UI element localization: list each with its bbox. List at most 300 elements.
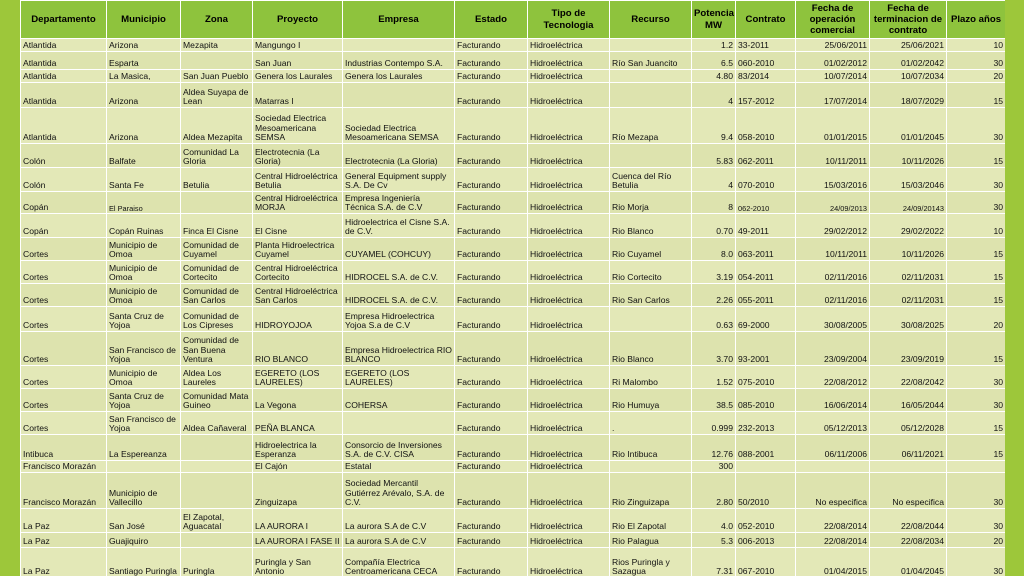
table-cell: Cuenca del Río Betulia: [610, 168, 692, 192]
table-cell: Hidroeléctrica: [528, 389, 610, 412]
table-cell: [870, 461, 947, 473]
table-cell: 02/11/2031: [870, 284, 947, 307]
table-cell: Aldea Cañaveral: [181, 412, 253, 435]
table-cell: 05/12/2013: [796, 412, 870, 435]
table-cell: 063-2011: [736, 238, 796, 261]
table-cell: Facturando: [455, 332, 528, 366]
table-cell: Santa Cruz de Yojoa: [107, 307, 181, 332]
table-cell: 0.63: [692, 307, 736, 332]
table-cell: 062-2011: [736, 144, 796, 168]
table-cell: 15: [947, 261, 1006, 284]
table-cell: Rio El Zapotal: [610, 509, 692, 533]
table-cell: Central Hidroeléctrica Betulia: [253, 168, 343, 192]
table-cell: LA AURORA I FASE II: [253, 533, 343, 548]
column-header: Contrato: [736, 1, 796, 39]
table-cell: 058-2010: [736, 108, 796, 144]
table-cell: Rio Cuyamel: [610, 238, 692, 261]
table-cell: 062-2010: [736, 192, 796, 214]
table-cell: 01/01/2045: [870, 108, 947, 144]
table-cell: 38.5: [692, 389, 736, 412]
table-cell: Copán: [21, 214, 107, 238]
table-cell: Hidroeléctrica: [528, 108, 610, 144]
table-cell: 15/03/2016: [796, 168, 870, 192]
table-cell: Facturando: [455, 533, 528, 548]
table-cell: Facturando: [455, 39, 528, 52]
table-cell: Hidroeléctrica: [528, 83, 610, 108]
table-cell: 02/11/2016: [796, 261, 870, 284]
table-row: [21, 214, 1006, 238]
table-cell: Atlantida: [21, 39, 107, 52]
table-cell: Rio Intibuca: [610, 435, 692, 461]
table-cell: Industrias Contempo S.A.: [343, 52, 455, 70]
table-cell: 157-2012: [736, 83, 796, 108]
table-row: [21, 284, 1006, 307]
table-cell: Facturando: [455, 192, 528, 214]
table-cell: 15: [947, 144, 1006, 168]
table-cell: 10/11/2026: [870, 238, 947, 261]
table-cell: Cortes: [21, 261, 107, 284]
column-header: Tipo de Tecnologia: [528, 1, 610, 39]
table-row: [21, 108, 1006, 144]
table-cell: Mezapita: [181, 39, 253, 52]
table-cell: PEÑA BLANCA: [253, 412, 343, 435]
table-cell: 18/07/2029: [870, 83, 947, 108]
table-cell: Municipio de Omoa: [107, 261, 181, 284]
table-cell: Hidroeléctrica: [528, 261, 610, 284]
table-cell: 10/11/2011: [796, 144, 870, 168]
table-cell: Hidroeléctrica: [528, 548, 610, 576]
table-cell: General Equipment supply S.A. De Cv: [343, 168, 455, 192]
table-cell: 22/08/2044: [870, 509, 947, 533]
table-cell: La Vegona: [253, 389, 343, 412]
table-cell: 01/01/2015: [796, 108, 870, 144]
table-cell: Aldea Suyapa de Lean: [181, 83, 253, 108]
table-cell: 10/11/2026: [870, 144, 947, 168]
table-cell: Sociedad Mercantil Gutiérrez Arévalo, S.A. de C.V.: [343, 473, 455, 509]
table-cell: Genera los Laurales: [253, 70, 343, 83]
table-cell: Facturando: [455, 461, 528, 473]
table-cell: RIO BLANCO: [253, 332, 343, 366]
table-cell: 24/09/2013: [796, 192, 870, 214]
table-cell: Hidroeléctrica: [528, 39, 610, 52]
table-cell: Facturando: [455, 168, 528, 192]
table-cell: [610, 70, 692, 83]
table-cell: El Cisne: [253, 214, 343, 238]
table-cell: 15: [947, 435, 1006, 461]
table-row: [21, 332, 1006, 366]
table-cell: Hidroeléctrica: [528, 509, 610, 533]
table-cell: [610, 144, 692, 168]
table-cell: 10/07/2034: [870, 70, 947, 83]
table-cell: Facturando: [455, 412, 528, 435]
table-cell: Municipio de Omoa: [107, 366, 181, 389]
table-cell: 8.0: [692, 238, 736, 261]
table-cell: Rio Palagua: [610, 533, 692, 548]
table-cell: Cortes: [21, 238, 107, 261]
table-cell: Rio Humuya: [610, 389, 692, 412]
table-cell: Comunidad de Los Cipreses: [181, 307, 253, 332]
table-cell: Hidroeléctrica: [528, 473, 610, 509]
table-cell: Consorcio de Inversiones S.A. de C.V. CISA: [343, 435, 455, 461]
table-cell: Arizona: [107, 108, 181, 144]
table-cell: Rio Morja: [610, 192, 692, 214]
table-cell: 0.70: [692, 214, 736, 238]
table-row: [21, 238, 1006, 261]
table-cell: 6.5: [692, 52, 736, 70]
table-cell: [610, 83, 692, 108]
table-cell: Hidroeléctrica: [528, 52, 610, 70]
table-cell: 085-2010: [736, 389, 796, 412]
table-cell: 16/06/2014: [796, 389, 870, 412]
table-cell: 29/02/2012: [796, 214, 870, 238]
table-cell: Facturando: [455, 366, 528, 389]
table-cell: 23/09/2019: [870, 332, 947, 366]
table-cell: Cortes: [21, 389, 107, 412]
table-cell: 10/07/2014: [796, 70, 870, 83]
table-cell: 83/2014: [736, 70, 796, 83]
table-cell: Arizona: [107, 39, 181, 52]
table-row: [21, 533, 1006, 548]
table-cell: El Paraiso: [107, 192, 181, 214]
table-cell: La Masica,: [107, 70, 181, 83]
table-cell: [343, 83, 455, 108]
table-cell: Central Hidroeléctrica MORJA: [253, 192, 343, 214]
table-cell: [181, 192, 253, 214]
table-cell: Puringla y San Antonio: [253, 548, 343, 576]
table-cell: 16/05/2044: [870, 389, 947, 412]
table-cell: Facturando: [455, 108, 528, 144]
column-header: Potencia MW: [692, 1, 736, 39]
table-cell: Guajiquiro: [107, 533, 181, 548]
table-cell: Santiago Puringla: [107, 548, 181, 576]
table-cell: 088-2001: [736, 435, 796, 461]
table-cell: Puringla: [181, 548, 253, 576]
table-cell: Cortes: [21, 366, 107, 389]
table-cell: 5.83: [692, 144, 736, 168]
table-cell: Estatal: [343, 461, 455, 473]
table-cell: 006-2013: [736, 533, 796, 548]
table-cell: Hidroeléctrica: [528, 435, 610, 461]
table-cell: 30: [947, 52, 1006, 70]
table-cell: 30: [947, 192, 1006, 214]
table-cell: 060-2010: [736, 52, 796, 70]
table-cell: Rio Blanco: [610, 332, 692, 366]
table-cell: Cortes: [21, 332, 107, 366]
table-cell: Aldea Los Laureles: [181, 366, 253, 389]
table-cell: Sociedad Electrica Mesoamericana SEMSA: [343, 108, 455, 144]
table-cell: 33-2011: [736, 39, 796, 52]
table-cell: Hidroeléctrica: [528, 238, 610, 261]
table-cell: La Espereanza: [107, 435, 181, 461]
table-cell: La aurora S.A de C.V: [343, 533, 455, 548]
table-cell: Sociedad Electrica Mesoamericana SEMSA: [253, 108, 343, 144]
table-cell: 052-2010: [736, 509, 796, 533]
table-cell: EGERETO (LOS LAURELES): [253, 366, 343, 389]
table-cell: 30: [947, 168, 1006, 192]
column-header: Empresa: [343, 1, 455, 39]
table-cell: 054-2011: [736, 261, 796, 284]
table-row: [21, 461, 1006, 473]
table-cell: Rio Zinguizapa: [610, 473, 692, 509]
table-row: [21, 192, 1006, 214]
table-cell: Comunidad La Gloria: [181, 144, 253, 168]
table-cell: 070-2010: [736, 168, 796, 192]
table-cell: HIDROCEL S.A. de C.V.: [343, 284, 455, 307]
table-cell: 22/08/2042: [870, 366, 947, 389]
table-cell: [181, 473, 253, 509]
table-cell: Facturando: [455, 238, 528, 261]
table-row: [21, 435, 1006, 461]
table-cell: Facturando: [455, 435, 528, 461]
table-cell: El Zapotal, Aguacatal: [181, 509, 253, 533]
table-cell: 15: [947, 412, 1006, 435]
table-cell: 30: [947, 366, 1006, 389]
table-cell: Empresa Ingeniería Técnica S.A. de C.V: [343, 192, 455, 214]
table-cell: [610, 39, 692, 52]
table-cell: Comunidad de Cortecito: [181, 261, 253, 284]
table-row: [21, 548, 1006, 576]
table-cell: Atlantida: [21, 52, 107, 70]
table-cell: Hidroeléctrica: [528, 214, 610, 238]
table-cell: Ri Malombo: [610, 366, 692, 389]
table-cell: Hidroeléctrica: [528, 168, 610, 192]
table-cell: Planta Hidroelectrica Cuyamel: [253, 238, 343, 261]
table-cell: Hidroeléctrica: [528, 307, 610, 332]
table-cell: Municipio de Omoa: [107, 238, 181, 261]
table-row: [21, 168, 1006, 192]
table-cell: Comunidad de Cuyamel: [181, 238, 253, 261]
table-cell: Santa Fe: [107, 168, 181, 192]
table-cell: Hidroeléctrica: [528, 461, 610, 473]
table-cell: [947, 461, 1006, 473]
table-cell: Hidroeléctrica: [528, 144, 610, 168]
table-row: [21, 389, 1006, 412]
table-cell: Rio Cortecito: [610, 261, 692, 284]
table-cell: Compañía Electrica Centroamericana CECA: [343, 548, 455, 576]
table-cell: Cortes: [21, 412, 107, 435]
table-cell: 15/03/2046: [870, 168, 947, 192]
table-cell: 23/09/2004: [796, 332, 870, 366]
table-cell: San Francisco de Yojoa: [107, 412, 181, 435]
table-cell: 30: [947, 389, 1006, 412]
table-cell: 20: [947, 70, 1006, 83]
table-cell: 300: [692, 461, 736, 473]
table-cell: Río San Juancito: [610, 52, 692, 70]
table-cell: 30: [947, 108, 1006, 144]
table-cell: [107, 461, 181, 473]
column-header: Plazo años: [947, 1, 1006, 39]
table-cell: Facturando: [455, 473, 528, 509]
table-cell: Facturando: [455, 52, 528, 70]
table-cell: 055-2011: [736, 284, 796, 307]
table-cell: 93-2001: [736, 332, 796, 366]
table-cell: Facturando: [455, 389, 528, 412]
table-cell: [181, 52, 253, 70]
table-cell: Intibuca: [21, 435, 107, 461]
table-cell: San Juan: [253, 52, 343, 70]
table-cell: Hidroeléctrica: [528, 412, 610, 435]
table-cell: Hidroeléctrica: [528, 70, 610, 83]
table-cell: 7.31: [692, 548, 736, 576]
table-cell: Hidroeléctrica: [528, 284, 610, 307]
table-cell: 12.76: [692, 435, 736, 461]
table-cell: 2.80: [692, 473, 736, 509]
table-cell: Central Hidroeléctrica San Carlos: [253, 284, 343, 307]
table-header-row: [21, 1, 1006, 39]
table-cell: 1.2: [692, 39, 736, 52]
table-cell: 15: [947, 238, 1006, 261]
table-cell: 50/2010: [736, 473, 796, 509]
column-header: Recurso: [610, 1, 692, 39]
table-row: [21, 261, 1006, 284]
table-cell: Hidroeléctrica: [528, 366, 610, 389]
table-cell: 01/02/2012: [796, 52, 870, 70]
table-cell: 06/11/2006: [796, 435, 870, 461]
table-cell: Facturando: [455, 83, 528, 108]
table-cell: 30: [947, 548, 1006, 576]
table-cell: [181, 533, 253, 548]
table-cell: Empresa Hidroelectrica RIO BLANCO: [343, 332, 455, 366]
table-cell: La Paz: [21, 533, 107, 548]
table-cell: Esparta: [107, 52, 181, 70]
table-cell: Empresa Hidroelectrica Yojoa S.a de C.V: [343, 307, 455, 332]
table-cell: [343, 412, 455, 435]
table-row: [21, 307, 1006, 332]
table-cell: Electrotecnia (La Gloria): [253, 144, 343, 168]
table-cell: Francisco Morazán: [21, 473, 107, 509]
table-cell: Atlantida: [21, 70, 107, 83]
table-cell: Hidroeléctrica: [528, 192, 610, 214]
table-cell: 22/08/2014: [796, 533, 870, 548]
table-cell: Copán Ruinas: [107, 214, 181, 238]
table-cell: Central Hidroeléctrica Cortecito: [253, 261, 343, 284]
table-cell: Hidroeléctrica: [528, 533, 610, 548]
table-cell: Rio San Carlos: [610, 284, 692, 307]
table-cell: HIDROCEL S.A. de C.V.: [343, 261, 455, 284]
table-cell: 22/08/2034: [870, 533, 947, 548]
table-cell: Atlantida: [21, 108, 107, 144]
column-header: Estado: [455, 1, 528, 39]
table-cell: 5.3: [692, 533, 736, 548]
table-cell: 49-2011: [736, 214, 796, 238]
table-cell: 4: [692, 168, 736, 192]
table-cell: Facturando: [455, 70, 528, 83]
table-cell: 2.26: [692, 284, 736, 307]
table-cell: Facturando: [455, 284, 528, 307]
table-cell: Matarras I: [253, 83, 343, 108]
table-row: [21, 83, 1006, 108]
table-cell: Facturando: [455, 307, 528, 332]
table-cell: 4: [692, 83, 736, 108]
table-row: [21, 366, 1006, 389]
table-cell: Santa Cruz de Yojoa: [107, 389, 181, 412]
table-cell: La aurora S.A de C.V: [343, 509, 455, 533]
column-header: Fecha de operación comercial: [796, 1, 870, 39]
table-cell: 3.70: [692, 332, 736, 366]
table-cell: Comunidad de San Buena Ventura: [181, 332, 253, 366]
table-cell: 1.52: [692, 366, 736, 389]
table-cell: Balfate: [107, 144, 181, 168]
table-cell: Colón: [21, 168, 107, 192]
column-header: Fecha de terminacion de contrato: [870, 1, 947, 39]
projects-table-container: [20, 0, 1005, 576]
column-header: Zona: [181, 1, 253, 39]
table-cell: San Francisco de Yojoa: [107, 332, 181, 366]
table-cell: 30/08/2025: [870, 307, 947, 332]
table-cell: 9.4: [692, 108, 736, 144]
table-cell: 29/02/2022: [870, 214, 947, 238]
table-cell: 25/06/2011: [796, 39, 870, 52]
table-cell: Cortes: [21, 284, 107, 307]
table-cell: 06/11/2021: [870, 435, 947, 461]
table-cell: 05/12/2028: [870, 412, 947, 435]
table-cell: 30: [947, 509, 1006, 533]
table-cell: Colón: [21, 144, 107, 168]
column-header: Proyecto: [253, 1, 343, 39]
table-cell: Francisco Morazán: [21, 461, 107, 473]
table-row: [21, 52, 1006, 70]
table-cell: 10/11/2011: [796, 238, 870, 261]
table-cell: Atlantida: [21, 83, 107, 108]
table-cell: 69-2000: [736, 307, 796, 332]
column-header: Departamento: [21, 1, 107, 39]
table-cell: Río Mezapa: [610, 108, 692, 144]
table-cell: 075-2010: [736, 366, 796, 389]
table-cell: Mangungo I: [253, 39, 343, 52]
table-cell: La Paz: [21, 509, 107, 533]
table-cell: 01/02/2042: [870, 52, 947, 70]
table-cell: 01/04/2015: [796, 548, 870, 576]
table-row: [21, 144, 1006, 168]
table-cell: 02/11/2031: [870, 261, 947, 284]
table-cell: 3.19: [692, 261, 736, 284]
table-cell: 4.0: [692, 509, 736, 533]
table-cell: .: [610, 412, 692, 435]
table-cell: Hidroelectrica el Cisne S.A. de C.V.: [343, 214, 455, 238]
table-cell: Facturando: [455, 214, 528, 238]
table-cell: 30: [947, 473, 1006, 509]
table-cell: San Juan Pueblo: [181, 70, 253, 83]
table-row: [21, 39, 1006, 52]
table-cell: 20: [947, 307, 1006, 332]
table-row: [21, 509, 1006, 533]
table-cell: [796, 461, 870, 473]
table-cell: 17/07/2014: [796, 83, 870, 108]
table-cell: [343, 39, 455, 52]
table-cell: Municipio de Omoa: [107, 284, 181, 307]
table-cell: Finca El Cisne: [181, 214, 253, 238]
table-cell: 24/09/20143: [870, 192, 947, 214]
table-cell: 10: [947, 214, 1006, 238]
hydro-projects-table: [20, 0, 1005, 576]
table-cell: Comunidad de San Carlos: [181, 284, 253, 307]
table-cell: 25/06/2021: [870, 39, 947, 52]
table-cell: [181, 435, 253, 461]
table-cell: Arizona: [107, 83, 181, 108]
column-header: Municipio: [107, 1, 181, 39]
table-cell: No especifica: [870, 473, 947, 509]
table-cell: San José: [107, 509, 181, 533]
table-cell: Facturando: [455, 548, 528, 576]
table-cell: 8: [692, 192, 736, 214]
table-cell: COHERSA: [343, 389, 455, 412]
table-cell: Facturando: [455, 261, 528, 284]
table-cell: El Cajón: [253, 461, 343, 473]
table-cell: Betulia: [181, 168, 253, 192]
table-cell: Cortes: [21, 307, 107, 332]
table-cell: 10: [947, 39, 1006, 52]
table-cell: 15: [947, 332, 1006, 366]
